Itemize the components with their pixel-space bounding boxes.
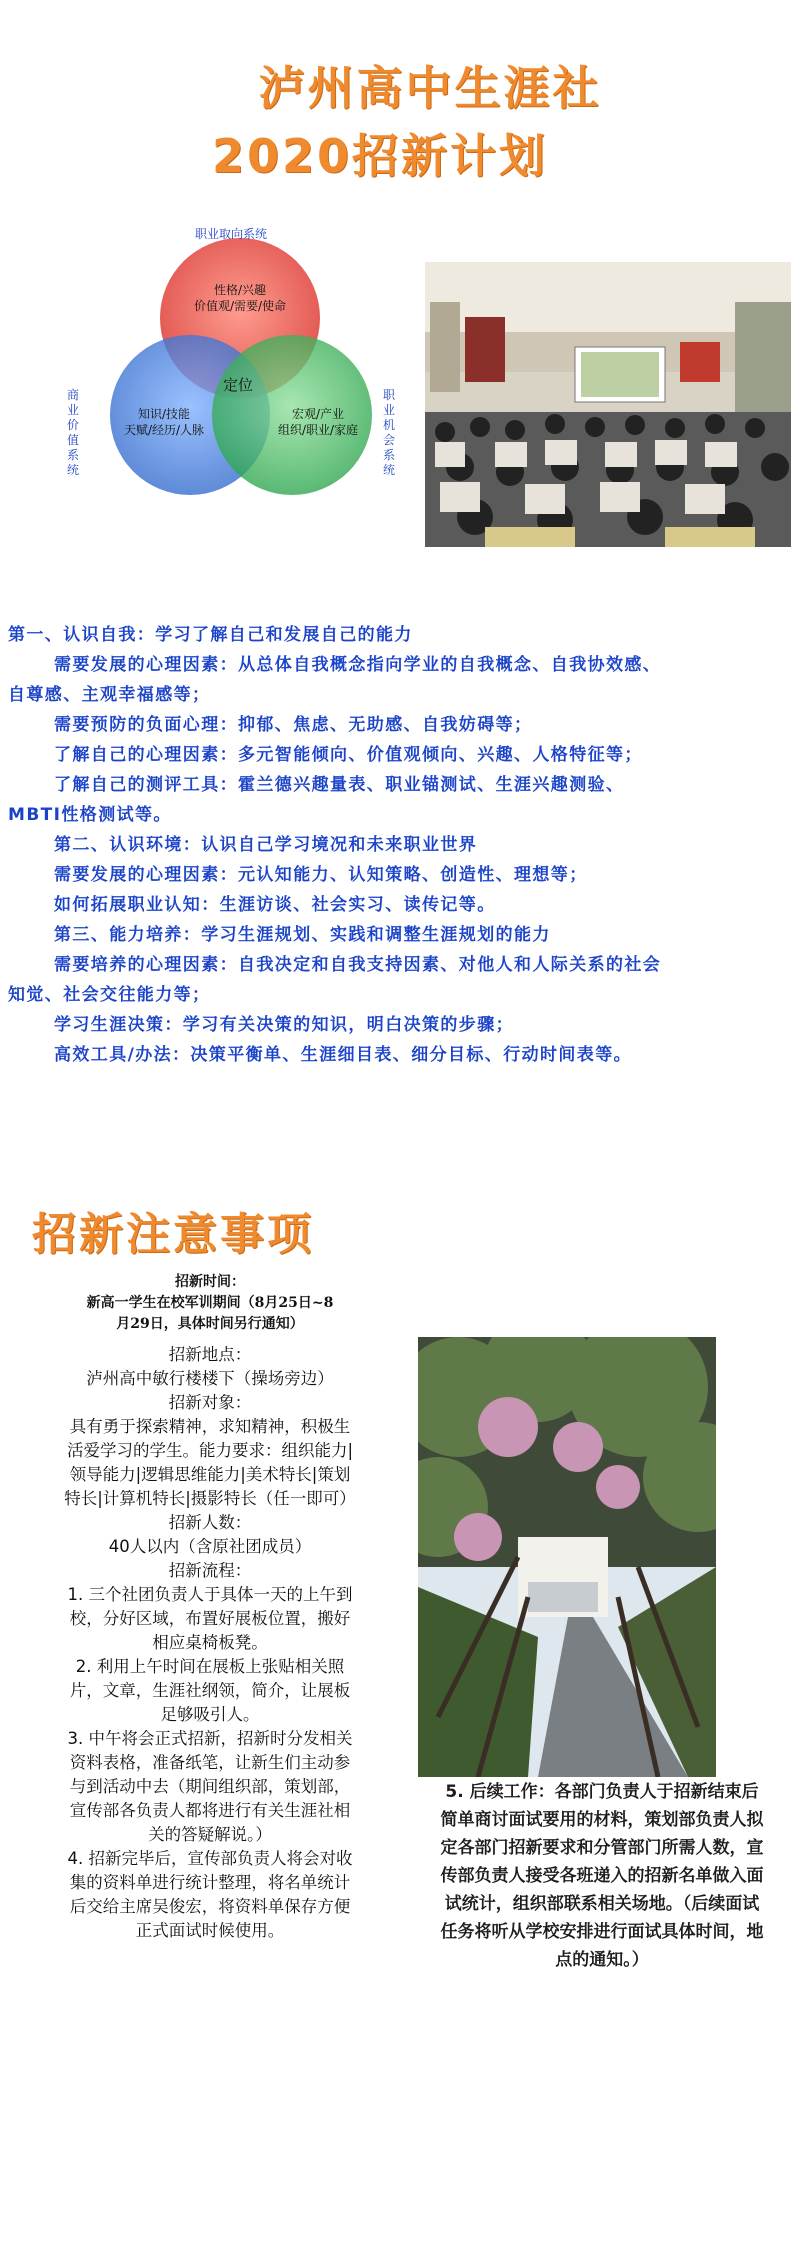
process-line: 校，分好区域，布置好展板位置，搬好 xyxy=(69,1609,351,1628)
target-line: 领导能力|逻辑思维能力|美术特长|策划 xyxy=(69,1465,351,1484)
blue-line: 需要发展的心理因素：从总体自我概念指向学业的自我概念、自我协效感、 xyxy=(54,655,662,675)
venn-top-caption: 职业取向系统 xyxy=(195,227,268,241)
process-line: 宣传部各负责人都将进行有关生涯社相 xyxy=(69,1801,351,1820)
process-label: 招新流程： xyxy=(168,1561,252,1580)
blue-line: 知觉、社会交往能力等； xyxy=(8,985,211,1005)
blue-line: 需要预防的负面心理：抑郁、焦虑、无助感、自我妨碍等； xyxy=(54,715,533,735)
follow-up-line: 任务将听从学校安排进行面试具体时间，地 xyxy=(440,1922,764,1942)
process-line: 足够吸引人。 xyxy=(160,1705,260,1724)
process-line: 相应桌椅板凳。 xyxy=(152,1633,268,1652)
process-line: 后交给主席吴俊宏，将资料单保存方便 xyxy=(69,1897,351,1916)
blue-line: 自尊感、主观幸福感等； xyxy=(8,685,211,705)
process-line: 2. 利用上午时间在展板上张贴相关照 xyxy=(75,1657,345,1676)
venn-top-line1: 性格/兴趣 xyxy=(213,283,267,297)
venn-diagram xyxy=(60,220,420,520)
time-text: 月29日，具体时间另行通知） xyxy=(116,1316,304,1332)
blue-line: 需要培养的心理因素：自我决定和自我支持因素、对他人和人际关系的社会 xyxy=(54,955,662,975)
count-label: 招新人数： xyxy=(168,1513,252,1532)
count-text: 40人以内（含原社团成员） xyxy=(108,1537,312,1556)
venn-right-caption: 职业机会系统 xyxy=(382,388,395,477)
career-content-block xyxy=(8,620,792,1070)
blue-line: 了解自己的测评工具：霍兰德兴趣量表、职业锚测试、生涯兴趣测验、 xyxy=(54,775,625,795)
venn-right-line1: 宏观/产业 xyxy=(291,407,345,421)
place-text: 泸州高中敏行楼楼下（操场旁边） xyxy=(86,1369,334,1388)
venn-right-line2: 组织/职业/家庭 xyxy=(277,423,359,437)
process-line: 关的答疑解说。） xyxy=(148,1825,272,1844)
process-line: 集的资料单进行统计整理，将名单统计 xyxy=(69,1873,351,1892)
follow-up-line: 点的通知。） xyxy=(555,1950,649,1970)
venn-left-caption: 商业价值系统 xyxy=(66,388,79,477)
target-line: 特长|计算机特长|摄影特长（任一即可） xyxy=(64,1489,356,1508)
target-line: 具有勇于探索精神，求知精神，积极生 xyxy=(69,1417,351,1436)
page-title-line2: 2020招新计划 xyxy=(211,129,549,183)
target-label: 招新对象： xyxy=(168,1393,252,1412)
target-line: 活爱学习的学生。能力要求：组织能力| xyxy=(66,1441,354,1460)
blue-line: 了解自己的心理因素：多元智能倾向、价值观倾向、兴趣、人格特征等； xyxy=(54,745,643,765)
venn-left-line2: 天赋/经历/人脉 xyxy=(123,423,205,437)
follow-up-line: 5. 后续工作：各部门负责人于招新结束后 xyxy=(445,1782,759,1802)
blue-line: 如何拓展职业认知：生涯访谈、社会实习、读传记等。 xyxy=(54,895,496,915)
venn-left-line1: 知识/技能 xyxy=(137,407,191,421)
follow-up-line: 简单商讨面试要用的材料，策划部负责人拟 xyxy=(440,1810,764,1830)
page-title-line1: 泸州高中生涯社 xyxy=(258,61,602,115)
process-line: 4. 招新完毕后，宣传部负责人将会对收 xyxy=(67,1849,353,1868)
venn-top-line2: 价值观/需要/使命 xyxy=(193,299,287,313)
process-line: 1. 三个社团负责人于具体一天的上午到 xyxy=(67,1585,353,1604)
blue-line: 第一、认识自我：学习了解自己和发展自己的能力 xyxy=(8,625,413,645)
process-line: 3. 中午将会正式招新，招新时分发相关 xyxy=(67,1729,353,1748)
blue-line: MBTI性格测试等。 xyxy=(8,805,172,825)
blue-line: 第二、认识环境：认识自己学习境况和未来职业世界 xyxy=(54,835,478,855)
venn-svg xyxy=(60,220,420,520)
follow-up-text xyxy=(412,1778,792,1974)
campus-road-photo xyxy=(418,1337,716,1777)
place-label: 招新地点： xyxy=(168,1345,252,1364)
blue-line: 学习生涯决策：学习有关决策的知识，明白决策的步骤； xyxy=(54,1015,514,1035)
time-text: 新高一学生在校军训期间（8月25日~8 xyxy=(86,1295,334,1311)
blue-line: 第三、能力培养：学习生涯规划、实践和调整生涯规划的能力 xyxy=(54,925,551,945)
blue-line: 需要发展的心理因素：元认知能力、认知策略、创造性、理想等； xyxy=(54,865,588,885)
follow-up-line: 定各部门招新要求和分管部门所需人数，宣 xyxy=(440,1838,764,1858)
blue-line: 高效工具/办法：决策平衡单、生涯细目表、细分目标、行动时间表等。 xyxy=(54,1045,633,1065)
follow-up-line: 传部负责人接受各班递入的招新名单做入面 xyxy=(440,1866,764,1886)
process-line: 资料表格，准备纸笔，让新生们主动参 xyxy=(69,1753,351,1772)
follow-up-line: 试统计，组织部联系相关场地。（后续面试 xyxy=(444,1894,760,1914)
process-line: 片，文章，生涯社纲领，简介，让展板 xyxy=(69,1681,351,1700)
venn-center-label: 定位 xyxy=(222,376,253,394)
recruit-details xyxy=(30,1272,390,1943)
process-line: 正式面试时候使用。 xyxy=(135,1921,285,1940)
process-line: 与到活动中去（期间组织部，策划部， xyxy=(69,1777,351,1796)
classroom-photo xyxy=(425,262,791,547)
notice-section-title: 招新注意事项 xyxy=(32,1209,314,1260)
time-label: 招新时间： xyxy=(175,1274,245,1290)
